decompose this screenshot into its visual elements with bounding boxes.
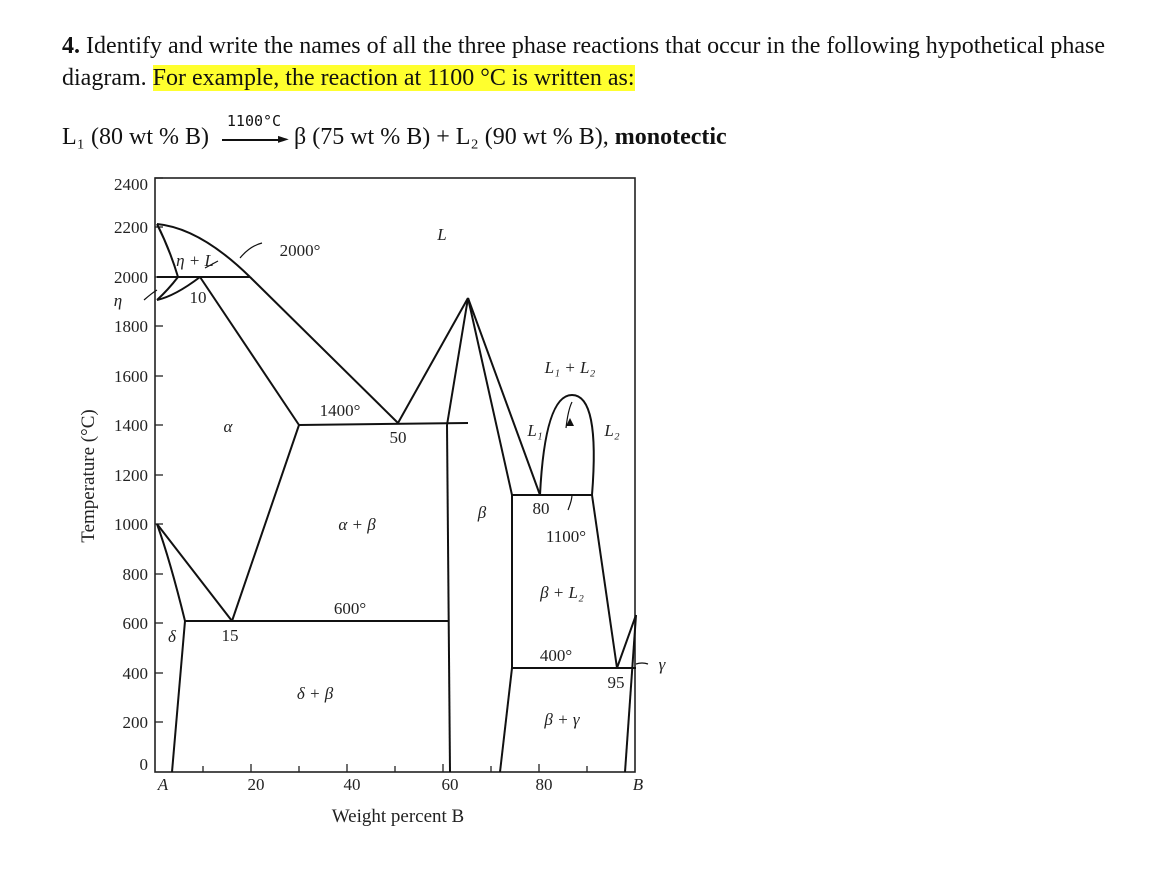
annotation: 95	[607, 673, 625, 692]
y-tick-label: 2400	[114, 175, 148, 194]
y-axis-title: Temperature (°C)	[78, 409, 99, 543]
question-highlight: For example, the reaction at 1100 °C is written as:	[152, 65, 635, 91]
annotation: 80	[532, 499, 550, 518]
annotation: 2000°	[279, 241, 321, 260]
y-tick-label: 0	[139, 755, 148, 774]
annotation: 10	[189, 288, 207, 307]
phase-label: β	[477, 503, 487, 522]
liquidus-beta-right	[468, 298, 543, 495]
beta-solvus-left	[447, 425, 450, 772]
x-tick-label: B	[632, 775, 644, 794]
liquidus-gamma	[592, 495, 617, 668]
annotations	[190, 241, 625, 692]
annotation: 1400°	[319, 401, 361, 420]
alpha-solvus-low	[157, 524, 232, 621]
y-tick-label: 1000	[114, 515, 148, 534]
plot-frame	[155, 178, 635, 772]
y-tick-label: 2000	[114, 268, 148, 287]
y-tick-label: 400	[122, 664, 148, 683]
x-tick-label: A	[157, 775, 169, 794]
y-tick-label: 1400	[114, 416, 148, 435]
phase-label: L	[437, 225, 447, 244]
x-tick-label: 20	[247, 775, 265, 794]
annotation: 600°	[333, 599, 367, 618]
x-tick-labels	[157, 775, 644, 794]
phase-label: δ	[168, 627, 176, 646]
phase-label: δ + β	[296, 684, 334, 703]
miscibility-dome	[540, 395, 594, 495]
annotation: 50	[389, 428, 407, 447]
y-tick-label: 1600	[114, 367, 148, 386]
reaction-type: monotectic	[614, 124, 727, 150]
y-tick-label: 800	[122, 565, 148, 584]
annotation: 15	[221, 626, 239, 645]
reaction-temperature: 1100°C	[226, 112, 282, 130]
alpha-solvus-right	[200, 277, 299, 425]
eta-liquidus	[157, 224, 178, 277]
y-tick-label: 600	[122, 614, 148, 633]
phase-label: γ	[658, 655, 666, 674]
x-axis-title: Weight percent B	[331, 806, 465, 827]
eutectic-1400	[299, 423, 468, 425]
question-body: Identify and write the names of all the three phase reactions that occur in the following hypothetical phase diagram.	[62, 33, 1105, 91]
phase-label: η	[113, 291, 123, 310]
alpha-solvus-lower	[232, 425, 299, 621]
annotation: 400°	[539, 646, 573, 665]
phase-label: L₂	[604, 421, 620, 440]
delta-solvus	[157, 524, 185, 621]
question-number: 4.	[62, 33, 80, 59]
arrow-head-icon: ►	[278, 131, 289, 147]
x-tick-marks	[203, 764, 587, 772]
beta-solidus-right	[468, 298, 512, 495]
reaction-products: β (75 wt % B) + L₂ (90 wt % B),	[294, 124, 609, 150]
beta-solvus-bottom	[500, 668, 512, 772]
phase-label: β + γ	[544, 710, 580, 729]
phase-label: β + L₂	[540, 583, 584, 602]
y-tick-label: 2200	[114, 218, 148, 237]
x-tick-label: 60	[441, 775, 459, 794]
annotation: 1100°	[545, 527, 587, 546]
phase-label: α + β	[338, 515, 376, 534]
phase-label: L₁ + L₂	[544, 358, 596, 377]
reaction-lhs: L₁ (80 wt % B)	[62, 124, 210, 150]
y-tick-labels	[114, 175, 148, 774]
phase-label: α	[223, 417, 233, 436]
phase-label: L₁	[527, 421, 543, 440]
y-tick-label: 1800	[114, 317, 148, 336]
y-tick-marks	[155, 178, 163, 722]
y-tick-label: 1200	[114, 466, 148, 485]
y-tick-label: 200	[122, 713, 148, 732]
phase-boundaries	[157, 224, 636, 772]
phase-label: η + L	[176, 251, 214, 270]
x-tick-label: 40	[343, 775, 361, 794]
x-tick-label: 80	[535, 775, 553, 794]
